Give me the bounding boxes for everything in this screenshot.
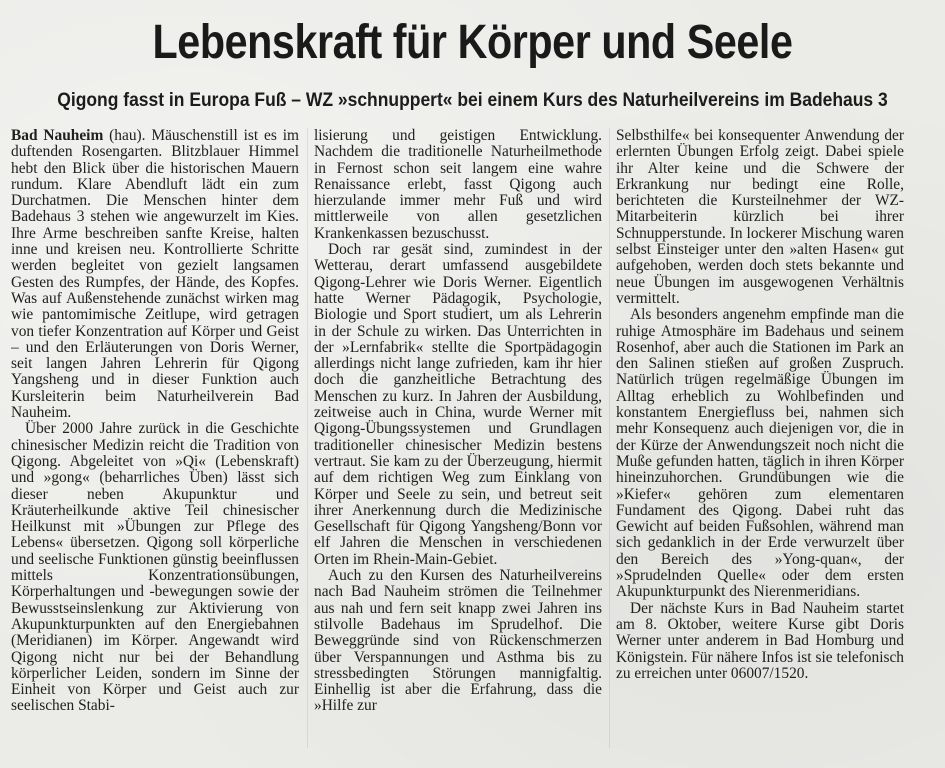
article-headline: Lebenskraft für Körper und Seele [152,16,793,69]
article-subheadline: Qigong fasst in Europa Fuß – WZ »schnuppert« bei einem Kurs des Naturheilvereins im Badehaus 3 [57,90,888,111]
text-column-1 [11,128,299,760]
paragraph: Doch rar gesät sind, zumindest in der Wetterau, derart umfassend ausgebildete Qigong-Lehrer wie Doris Werner. Eigentlich hatte Werner Pädagogik, Psychologie, Biologie und Sport studiert, um als Lehrerin in der Schule zu wirken. Das Unterrichten in der »Lernfabrik« stellte die Sportpädagogin allerdings nicht lange zufrieden, kam ihr hier doch die ganzheitliche Betrachtung des Menschen zu kurz. In Jahren der Ausbildung, zeitweise auch in China, wurde Werner mit Qigong-Übungssystemen und Grundlagen traditioneller chinesischer Medizin bestens vertraut. Sie kam zu der Überzeugung, hiermit auf dem richtigen Weg zum Einklang von Körper und Seele zu sein, und betreut seit ihrer Anerkennung durch die Medizinische Gesellschaft für Qigong Yangsheng/Bonn vor elf Jahren die Menschen in verschiedenen Orten im Rhein-Main-Gebiet. [314,241,602,568]
text-column-3 [616,128,904,760]
paragraph: Als besonders angenehm empfinde man die ruhige Atmosphäre im Badehaus und seinem Rosenhof, aber auch die Stationen im Park an den Salinen stießen auf großen Zuspruch. Natürlich trügen regelmäßige Übungen im Alltag erheblich zu Wohlbefinden und konstantem Energiefluss bei, nahmen sich mehr Konsequenz auch diejenigen vor, die in der Kürze der Anwendungszeit noch nicht die Muße gefunden hatten, täglich in ihren Körper hineinzuhorchen. Grundübungen wie die »Kiefer« gehören zum elementaren Fundament des Qigong. Dabei ruht das Gewicht auf beiden Fußsohlen, während man sich gedanklich in der Erde verwurzelt über den Bereich des »Yong-quan«, der »Sprudelnden Quelle« oder dem ersten Akupunkturpunkt des Nierenmeridians. [616,306,904,601]
paragraph: Über 2000 Jahre zurück in die Geschichte chinesischer Medizin reicht die Tradition von Qigong. Abgeleitet von »Qi« (Lebenskraft) und »gong« (beharrliches Üben) lässt sich dieser neben Akupunktur und Kräuterheilkunde aktive Teil chinesischer Heilkunst mit »Übungen zur Pflege des Lebens« übersetzen. Qigong soll körperliche und seelische Funktionen günstig beeinflussen mittels Konzentrationsübungen, Körperhaltungen und -bewegungen sowie der Bewusstseinslenkung zur Aktivierung von Akupunkturpunkten auf den Energiebahnen (Meridianen) im Körper. Angewandt wird Qigong nicht nur bei der Behandlung körperlicher Leiden, sondern im Sinne der Einheit von Körper und Geist auch zur seelischen Stabi- [11,420,299,715]
paragraph: lisierung und geistigen Entwicklung. Nachdem die traditionelle Naturheilmethode in Fernost schon seit langem eine wahre Renaissance erlebt, fasst Qigong auch hierzulande immer mehr Fuß und wird mittlerweile von allen gesetzlichen Krankenkassen bezuschusst. [314,128,602,242]
paragraph: Selbsthilfe« bei konsequenter Anwendung der erlernten Übungen Erfolg zeigt. Dabei spiele ihr Alter keine und die Schwere der Erkrankung nur bedingt eine Rolle, berichteten die Kursteilnehmer der WZ-Mitarbeiterin kürzlich bei ihrer Schnupperstunde. In lockerer Mischung waren selbst Einsteiger unter den »alten Hasen« gut aufgehoben, werden doch stets bekannte und neue Übungen im ausgewogenen Verhältnis vermittelt. [616,128,904,307]
column-divider [609,128,610,748]
paragraph-text: (hau). Mäuschenstill ist es im duftenden Rosengarten. Blitzblauer Himmel hebt den Blick über die historischen Mauern rundum. Klare Abendluft lädt ein zum Durchatmen. Die Menschen hinter dem Badehaus 3 stehen wie angewurzelt im Kies. Ihre Arme beschreiben sanfte Kreise, halten inne und kreisen neu. Kontrollierte Schritte werden begleitet von gezielt langsamen Gesten des Rumpfes, der Hände, des Kopfes. Was auf Außenstehende zunächst wirken mag wie pantomimische Zeitlupe, wird getragen von tiefer Konzentration auf Körper und Geist – und den Erläuterungen von Doris Werner, seit langen Jahren Lehrerin für Qigong Yangsheng und in dieser Funktion auch Kursleiterin beim Naturheilverein Bad Nauheim. [11,128,299,422]
column-divider [307,128,308,748]
paragraph: Der nächste Kurs in Bad Nauheim startet am 8. Oktober, weitere Kurse gibt Doris Werner unter anderem in Bad Homburg und Königstein. Für nähere Infos ist sie telefonisch zu erreichen unter 06007/1520. [616,599,904,682]
dateline: Bad Nauheim [11,128,104,144]
paragraph: Auch zu den Kursen des Naturheilvereins nach Bad Nauheim strömen die Teilnehmer aus nah und fern seit knapp zwei Jahren ins stilvolle Badehaus im Sprudelhof. Die Beweggründe sind von Rückenschmerzen über Verspannungen und Asthma bis zu stressbedingten Störungen mannigfaltig. Einhellig ist aber die Erfahrung, dass die »Hilfe zur [314,567,602,715]
text-column-2 [314,128,602,760]
paragraph [11,128,299,421]
